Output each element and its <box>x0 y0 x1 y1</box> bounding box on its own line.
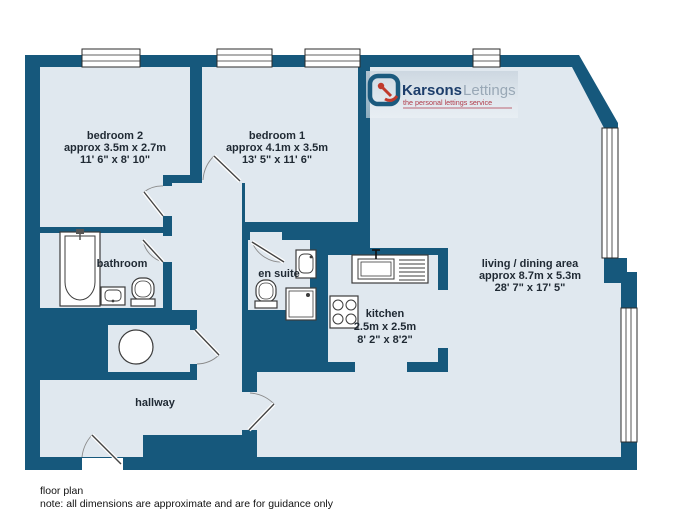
bedroom2-metric: approx 3.5m x 2.7m <box>63 142 167 154</box>
hot-water-cylinder-fixture <box>119 330 153 364</box>
hallway-label: hallway <box>135 397 175 409</box>
logo <box>366 71 518 118</box>
logo-brand-secondary: Lettings <box>463 82 516 99</box>
hallway-bottom-wall-block <box>143 435 250 470</box>
window-bedroom1-right <box>305 49 360 67</box>
bathroom-basin-fixture <box>101 287 125 305</box>
window-bedroom1-left <box>217 49 272 67</box>
bathroom-label: bathroom <box>96 258 148 270</box>
ensuite-toilet-fixture <box>255 280 277 308</box>
footer-title: floor plan <box>40 485 84 497</box>
bedroom1-name: bedroom 1 <box>248 130 306 142</box>
kitchen-side-opening <box>438 290 448 348</box>
window-living-right-lower <box>621 308 637 442</box>
logo-text <box>402 82 516 99</box>
bathroom-toilet-fixture <box>131 278 155 306</box>
logo-tagline: the personal lettings service <box>403 98 493 107</box>
living-imperial: 28' 7" x 17' 5" <box>494 282 566 294</box>
shower-fixture <box>286 288 316 320</box>
bedroom2-imperial: 11' 6" x 8' 10" <box>79 154 151 166</box>
bedroom2-name: bedroom 2 <box>86 130 144 142</box>
window-bedroom2 <box>82 49 140 67</box>
kitchen-sink-fixture <box>352 250 428 283</box>
kitchen-bottom-opening <box>355 362 407 372</box>
living-metric: approx 8.7m x 5.3m <box>478 270 582 282</box>
living-name: living / dining area <box>481 258 579 270</box>
kitchen-imperial: 8' 2" x 8'2" <box>357 334 413 346</box>
kitchen-metric: 2.5m x 2.5m <box>353 321 417 333</box>
window-living-top <box>473 49 500 67</box>
ensuite-label: en suite <box>258 268 300 280</box>
bedroom1-imperial: 13' 5" x 11' 6" <box>241 154 313 166</box>
kitchen-name: kitchen <box>365 308 405 320</box>
logo-brand-primary: Karsons <box>402 82 463 99</box>
bathtub-fixture <box>60 229 100 306</box>
window-living-right-upper <box>602 128 618 258</box>
bedroom1-metric: approx 4.1m x 3.5m <box>225 142 329 154</box>
footer-note: note: all dimensions are approximate and are for guidance only <box>40 498 334 510</box>
